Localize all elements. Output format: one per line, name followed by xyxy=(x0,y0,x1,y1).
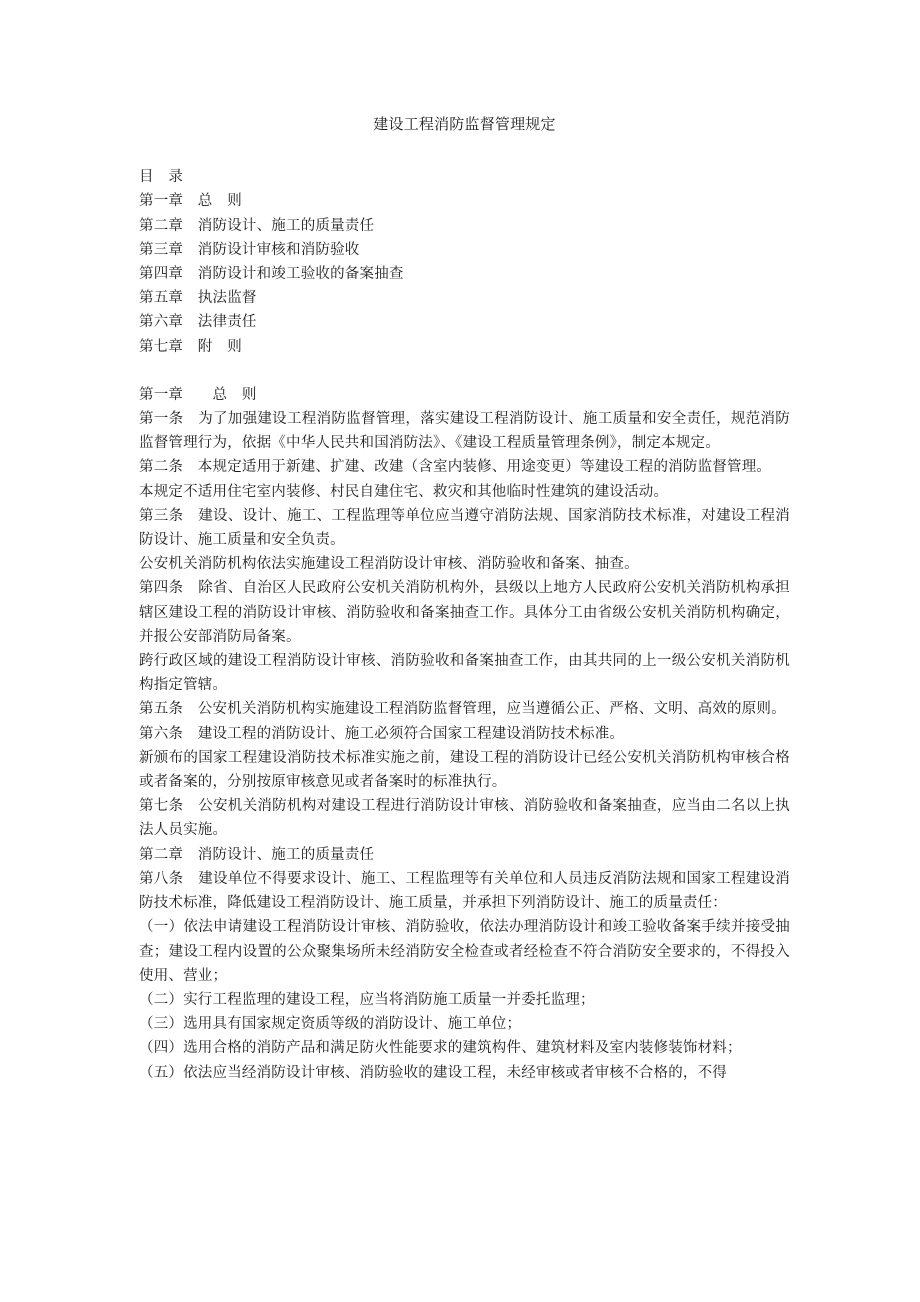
article-paragraph: 新颁布的国家工程建设消防技术标准实施之前，建设工程的消防设计已经公安机关消防机构审核合格或者备案的，分别按原审核意见或者备案时的标准执行。 xyxy=(139,749,790,791)
chapter-heading: 第二章 消防设计、施工的质量责任 xyxy=(139,846,375,863)
article-paragraph: 第五条 公安机关消防机构实施建设工程消防监督管理，应当遵循公正、严格、文明、高效的原则。 xyxy=(139,701,786,718)
list-item: （二）实行工程监理的建设工程，应当将消防施工质量一并委托监理； xyxy=(139,991,595,1008)
toc-item: 第三章 消防设计审核和消防验收 xyxy=(139,241,360,258)
article-paragraph: 第三条 建设、设计、施工、工程监理等单位应当遵守消防法规、国家消防技术标准，对建设工程消防设计、施工质量和安全负责。 xyxy=(139,507,790,549)
article-paragraph: 跨行政区域的建设工程消防设计审核、消防验收和备案抽查工作，由其共同的上一级公安机关消防机构指定管辖。 xyxy=(139,653,790,694)
article-paragraph: 本规定不适用住宅室内装修、村民自建住宅、救灾和其他临时性建筑的建设活动。 xyxy=(139,483,669,500)
article-paragraph: 第六条 建设工程的消防设计、施工必须符合国家工程建设消防技术标准。 xyxy=(139,725,625,742)
article-paragraph: 第一条 为了加强建设工程消防监督管理，落实建设工程消防设计、施工质量和安全责任，规范消防监督管理行为，依据《中华人民共和国消防法》、《建设工程质量管理条例》，制定本规定。 xyxy=(139,411,790,452)
list-item: （三）选用具有国家规定资质等级的消防设计、施工单位； xyxy=(139,1016,522,1033)
list-item: （四）选用合格的消防产品和满足防火性能要求的建筑构件、建筑材料及室内装修装饰材料； xyxy=(139,1040,742,1057)
article-paragraph: 第四条 除省、自治区人民政府公安机关消防机构外，县级以上地方人民政府公安机关消防机构承担辖区建设工程的消防设计审核、消防验收和备案抽查工作。具体分工由省级公安机关消防机构确定，并报公安部消防局备案。 xyxy=(139,580,790,645)
toc-item: 第六章 法律责任 xyxy=(139,314,257,331)
toc-item: 第五章 执法监督 xyxy=(139,290,257,307)
article-paragraph: 第七条 公安机关消防机构对建设工程进行消防设计审核、消防验收和备案抽查，应当由二名以上执法人员实施。 xyxy=(139,798,790,839)
article-paragraph: 第八条 建设单位不得要求设计、施工、工程监理等有关单位和人员违反消防法规和国家工程建设消防技术标准，降低建设工程消防设计、施工质量，并承担下列消防设计、施工的质量责任： xyxy=(139,870,790,912)
article-paragraph: 公安机关消防机构依法实施建设工程消防设计审核、消防验收和备案、抽查。 xyxy=(139,556,639,573)
toc-item: 第二章 消防设计、施工的质量责任 xyxy=(139,217,375,234)
list-item: （一）依法申请建设工程消防设计审核、消防验收，依法办理消防设计和竣工验收备案手续并接受抽查；建设工程内设置的公众聚集场所未经消防安全检查或者经检查不符合消防安全要求的，不得投入使用、营业； xyxy=(139,919,790,984)
article-paragraph: 第二条 本规定适用于新建、扩建、改建（含室内装修、用途变更）等建设工程的消防监督管理。 xyxy=(139,459,772,476)
toc-item: 第四章 消防设计和竣工验收的备案抽查 xyxy=(139,266,404,283)
list-item: （五）依法应当经消防设计审核、消防验收的建设工程，未经审核或者审核不合格的，不得 xyxy=(139,1064,727,1081)
toc-item: 第七章 附 则 xyxy=(139,338,242,355)
toc-item: 第一章 总 则 xyxy=(139,193,242,210)
chapter-heading: 第一章 总 则 xyxy=(139,386,257,403)
toc-heading: 目 录 xyxy=(139,169,184,186)
document-title: 建设工程消防监督管理规定 xyxy=(373,115,556,133)
section-gap xyxy=(139,359,790,383)
